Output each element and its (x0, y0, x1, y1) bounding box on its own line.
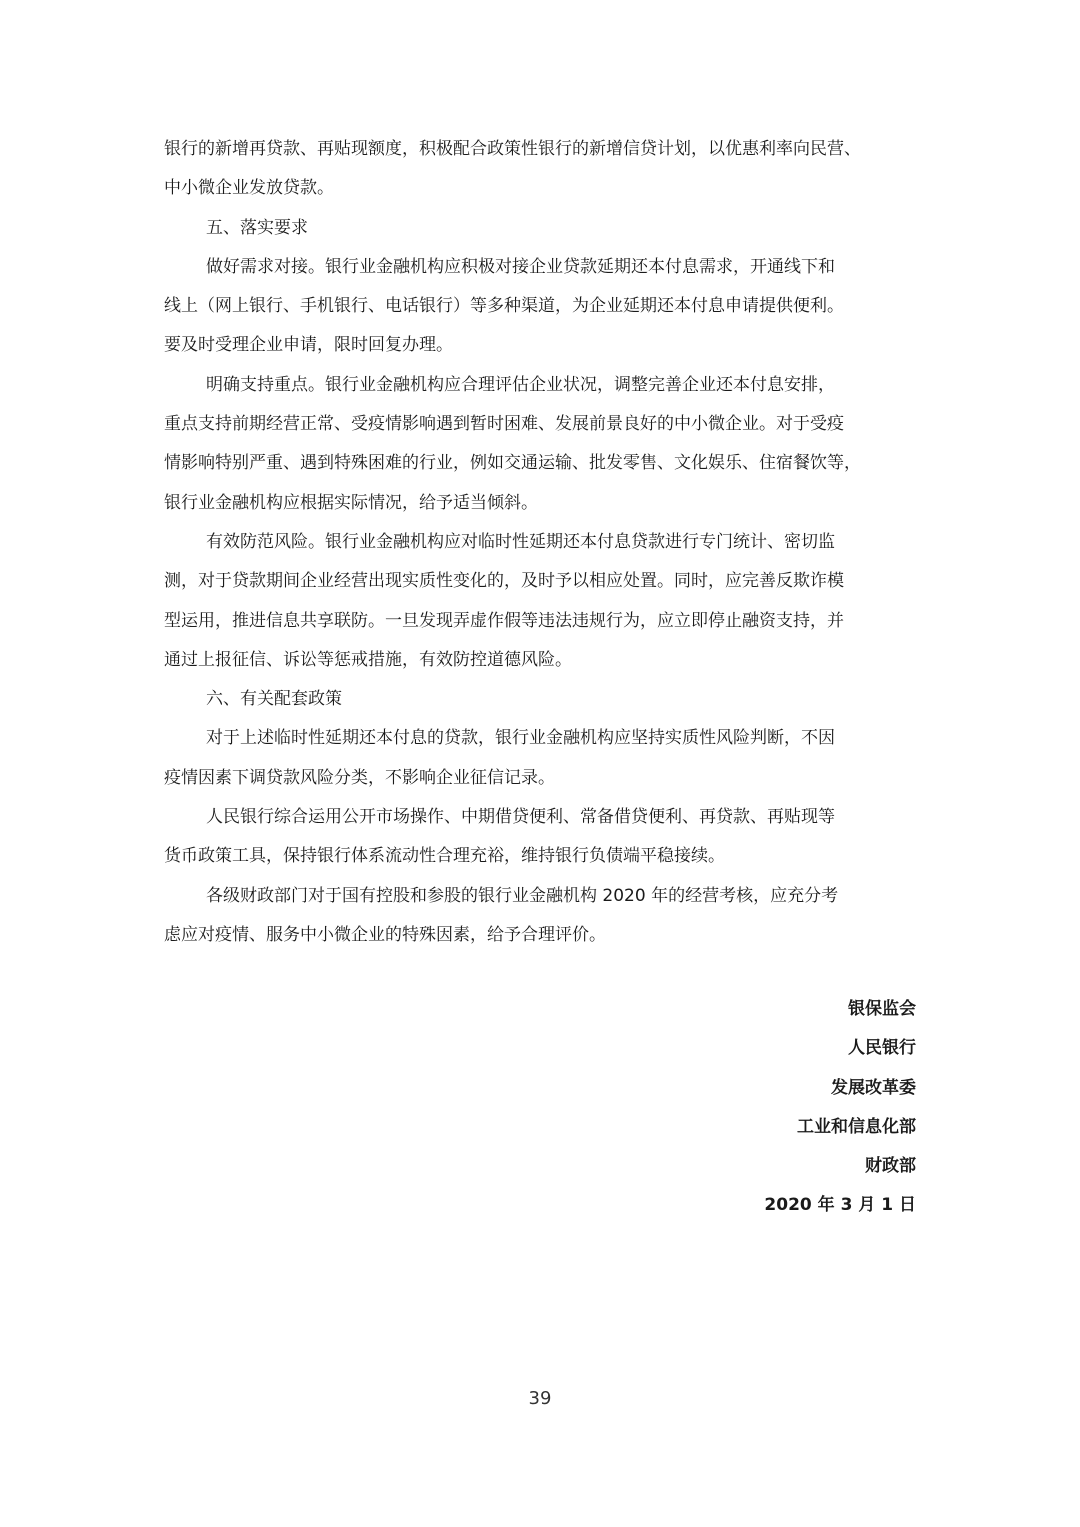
text-line: 要及时受理企业申请，限时回复办理。 (164, 335, 453, 356)
signature-issuer: 财政部 (865, 1156, 916, 1177)
text-line: 疫情因素下调贷款风险分类，不影响企业征信记录。 (164, 767, 555, 788)
text-line: 有效防范风险。银行业金融机构应对临时性延期还本付息贷款进行专门统计、密切监 (206, 531, 835, 552)
signature-issuer: 人民银行 (848, 1038, 916, 1059)
body-text (164, 130, 916, 955)
text-line: 六、有关配套政策 (206, 689, 342, 710)
text-line: 银行业金融机构应根据实际情况，给予适当倾斜。 (164, 492, 538, 513)
text-line: 重点支持前期经营正常、受疫情影响遇到暂时困难、发展前景良好的中小微企业。对于受疫 (164, 414, 844, 435)
page-number: 39 (528, 1388, 552, 1409)
text-line: 银行的新增再贷款、再贴现额度，积极配合政策性银行的新增信贷计划，以优惠利率向民营、 (164, 139, 861, 159)
text-line: 测，对于贷款期间企业经营出现实质性变化的，及时予以相应处置。同时，应完善反欺诈模 (164, 571, 844, 592)
signature-date: 2020 年 3 月 1 日 (764, 1195, 916, 1216)
text-line: 型运用，推进信息共享联防。一旦发现弄虚作假等违法违规行为，应立即停止融资支持，并 (164, 610, 844, 631)
text-line: 人民银行综合运用公开市场操作、中期借贷便利、常备借贷便利、再贷款、再贴现等 (206, 807, 835, 828)
text-line: 中小微企业发放贷款。 (164, 178, 334, 199)
text-line: 线上（网上银行、手机银行、电话银行）等多种渠道，为企业延期还本付息申请提供便利。 (164, 296, 844, 317)
text-line: 情影响特别严重、遇到特殊困难的行业，例如交通运输、批发零售、文化娱乐、住宿餐饮等， (164, 453, 861, 474)
signature-issuer: 发展改革委 (831, 1077, 916, 1098)
text-line: 明确支持重点。银行业金融机构应合理评估企业状况，调整完善企业还本付息安排， (206, 374, 835, 395)
text-line: 虑应对疫情、服务中小微企业的特殊因素，给予合理评价。 (164, 924, 606, 945)
text-line: 做好需求对接。银行业金融机构应积极对接企业贷款延期还本付息需求，开通线下和 (206, 256, 835, 277)
text-line: 通过上报征信、诉讼等惩戒措施，有效防控道德风险。 (164, 649, 572, 670)
text-line: 五、落实要求 (206, 217, 308, 238)
signature-issuer: 银保监会 (848, 999, 916, 1019)
text-line: 货币政策工具，保持银行体系流动性合理充裕，维持银行负债端平稳接续。 (164, 846, 725, 867)
text-line: 各级财政部门对于国有控股和参股的银行业金融机构 2020 年的经营考核，应充分考 (206, 885, 839, 906)
signature-block (764, 990, 916, 1226)
signature-issuer: 工业和信息化部 (797, 1116, 916, 1137)
text-line: 对于上述临时性延期还本付息的贷款，银行业金融机构应坚持实质性风险判断，不因 (206, 728, 835, 749)
